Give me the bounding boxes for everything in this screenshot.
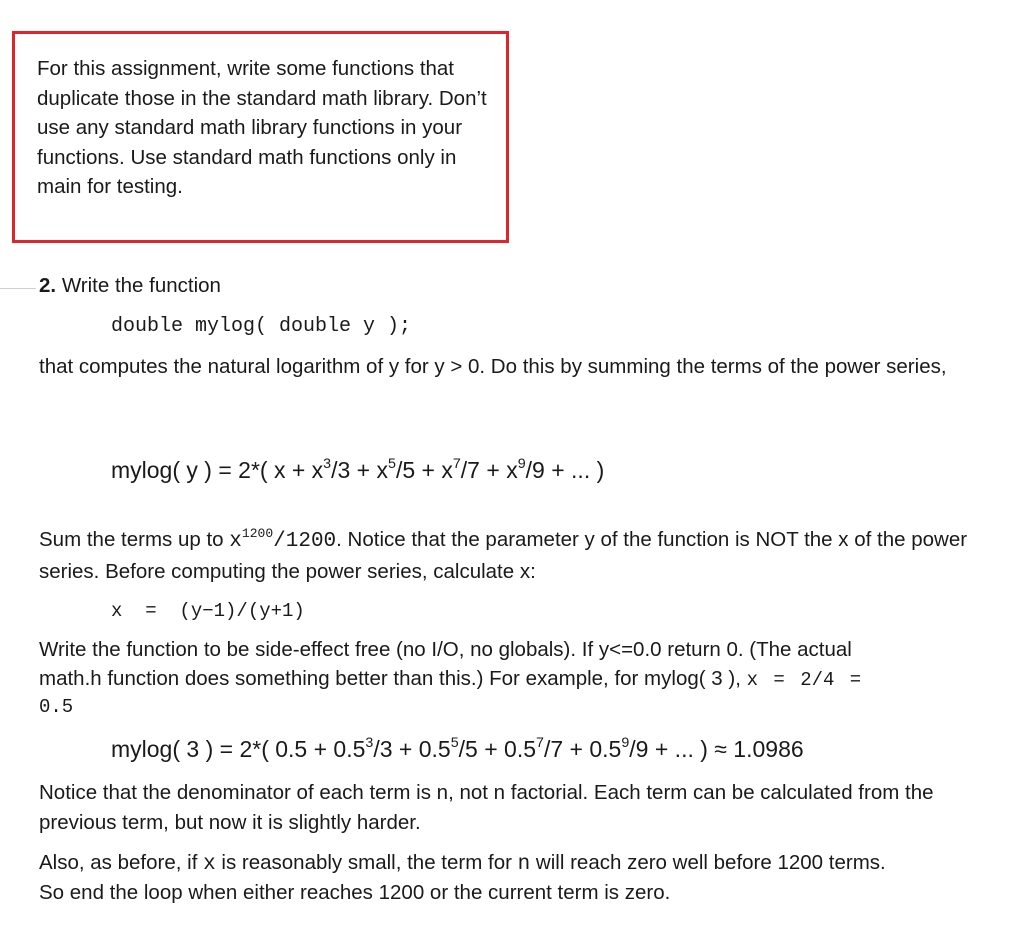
problem-heading xyxy=(39,271,221,301)
side-effect-line-1: Write the function to be side-effect free (no I/O, no globals). If y<=0.0 return 0. (The actual xyxy=(39,638,852,661)
instructions-box xyxy=(12,31,509,243)
instructions-text: For this assignment, write some functions that duplicate those in the standard math library. Don’t use any standard math library functions in your functions. Use standard math functions only in main for testing. xyxy=(37,57,487,198)
example-formula: mylog( 3 ) = 2*( $0.5 + 0.5^3/3 + 0.5^5/5 + 0.5^7/7 + 0.5^9/9$ + ... ) ≈ 1.0986 xyxy=(111,735,804,762)
sum-terms-paragraph: Sum the terms up to $x^{1200}/1200$. Notice that the parameter y of the function is NOT the x of the power series. Before computing the power series, calculate x: xyxy=(39,525,968,583)
side-effect-line-3: 0.5 xyxy=(39,696,74,718)
series-formula: mylog( y ) = 2*( $x + x^3/3 + x^5/5 + x^7/7 + x^9/9$ + ... ) xyxy=(111,456,605,483)
problem-description: that computes the natural logarithm of y for y > 0. Do this by summing the terms of the power series, xyxy=(39,355,947,378)
heading-rule xyxy=(0,288,36,289)
side-effect-line-2: math.h function does something better than this.) For example, for mylog( 3 ), x = 2/4 = xyxy=(39,667,862,691)
loop-note-line-2: So end the loop when either reaches 1200 or the current term is zero. xyxy=(39,881,671,904)
problem-number: 2. xyxy=(39,274,57,297)
problem-heading-text: Write the function xyxy=(61,274,221,297)
denominator-note: Notice that the denominator of each term is n, not n factorial. Each term can be calculated from the previous term, but now it is slightly harder. xyxy=(39,781,934,834)
loop-note-line-1: Also, as before, if x is reasonably small, the term for n will reach zero well before 1200 terms. xyxy=(39,851,886,876)
x-formula: x = (y−1)/(y+1) xyxy=(111,600,305,622)
function-signature: double mylog( double y ); xyxy=(111,315,412,338)
